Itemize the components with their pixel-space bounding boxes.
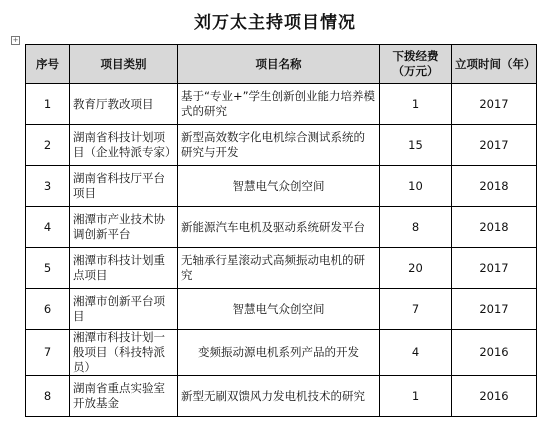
projects-table [25, 44, 537, 417]
cell-project-name: 新型无刷双馈风力发电机技术的研究 [178, 376, 380, 417]
cell-funding: 10 [380, 166, 452, 207]
table-row [26, 207, 537, 248]
cell-project-name: 新型高效数字化电机综合测试系统的研究与开发 [178, 125, 380, 166]
header-number: 序号 [26, 45, 70, 84]
cell-funding: 20 [380, 248, 452, 289]
cell-funding: 15 [380, 125, 452, 166]
cell-number: 6 [26, 289, 70, 330]
table-row [26, 125, 537, 166]
header-row [26, 45, 537, 84]
cell-category: 湘潭市产业技术协调创新平台 [70, 207, 178, 248]
cell-year: 2018 [452, 166, 537, 207]
cell-category: 湘潭市科技计划重点项目 [70, 248, 178, 289]
cell-year: 2016 [452, 376, 537, 417]
cell-project-name: 变频振动源电机系列产品的开发 [178, 330, 380, 376]
cell-project-name: 新能源汽车电机及驱动系统研发平台 [178, 207, 380, 248]
cell-funding: 8 [380, 207, 452, 248]
cell-funding: 1 [380, 376, 452, 417]
header-name: 项目名称 [178, 45, 380, 84]
table-body [26, 84, 537, 417]
cell-project-name: 基于“专业+”学生创新创业能力培养模式的研究 [178, 84, 380, 125]
cell-number: 2 [26, 125, 70, 166]
cell-category: 湘潭市科技计划一般项目（科技特派员） [70, 330, 178, 376]
cell-year: 2018 [452, 207, 537, 248]
table-header [26, 45, 537, 84]
cell-category: 湖南省重点实验室开放基金 [70, 376, 178, 417]
table-row [26, 248, 537, 289]
table-row [26, 330, 537, 376]
header-funding: 下拨经费（万元） [380, 45, 452, 84]
cell-number: 5 [26, 248, 70, 289]
cell-funding: 1 [380, 84, 452, 125]
cell-number: 1 [26, 84, 70, 125]
table-row [26, 376, 537, 417]
table-row [26, 84, 537, 125]
cell-funding: 4 [380, 330, 452, 376]
cell-project-name: 智慧电气众创空间 [178, 166, 380, 207]
header-category: 项目类别 [70, 45, 178, 84]
table-row [26, 289, 537, 330]
cell-year: 2016 [452, 330, 537, 376]
header-year: 立项时间（年） [452, 45, 537, 84]
table-row [26, 166, 537, 207]
cell-project-name: 智慧电气众创空间 [178, 289, 380, 330]
cell-year: 2017 [452, 248, 537, 289]
cell-number: 7 [26, 330, 70, 376]
cell-category: 湖南省科技厅平台项目 [70, 166, 178, 207]
cell-number: 3 [26, 166, 70, 207]
cell-number: 8 [26, 376, 70, 417]
cell-category: 教育厅教改项目 [70, 84, 178, 125]
cell-funding: 7 [380, 289, 452, 330]
cell-number: 4 [26, 207, 70, 248]
cell-year: 2017 [452, 289, 537, 330]
cell-project-name: 无轴承行星滚动式高频振动电机的研究 [178, 248, 380, 289]
cell-category: 湖南省科技计划项目（企业特派专家） [70, 125, 178, 166]
cell-year: 2017 [452, 84, 537, 125]
cell-category: 湘潭市创新平台项目 [70, 289, 178, 330]
table-move-handle-icon[interactable]: + [12, 36, 19, 44]
document-title: 刘万太主持项目情况 [194, 13, 356, 33]
cell-year: 2017 [452, 125, 537, 166]
